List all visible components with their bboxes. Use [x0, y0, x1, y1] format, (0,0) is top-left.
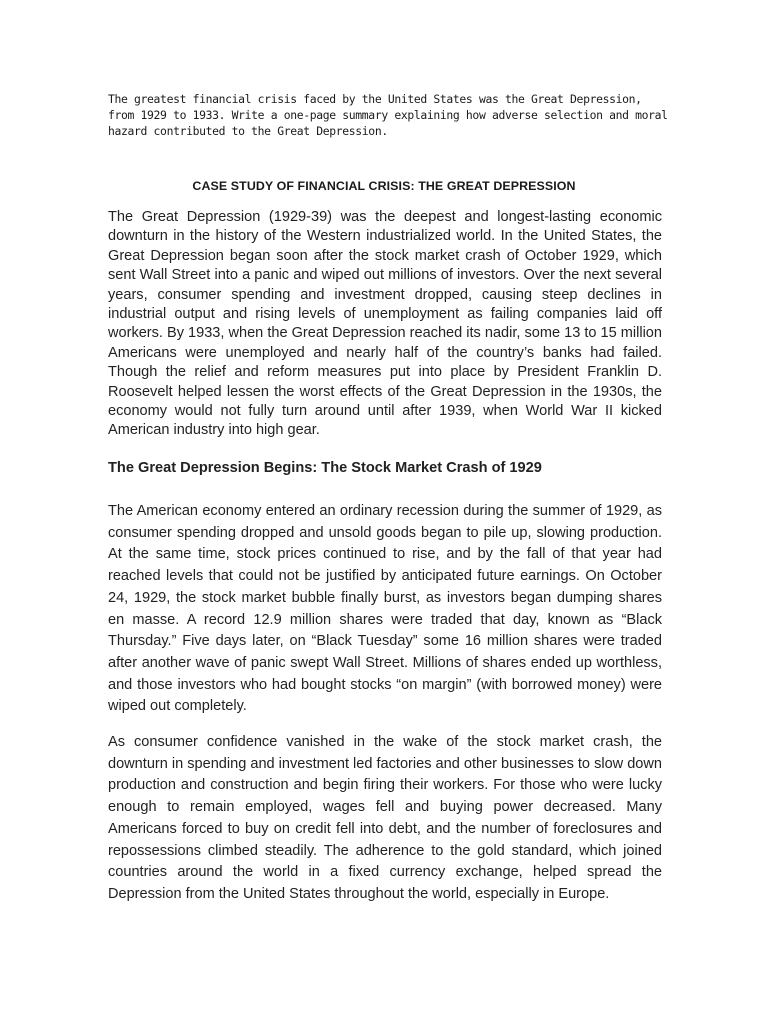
section-paragraph-1: The American economy entered an ordinary recession during the summer of 1929, as consumer spending dropped and unsold goods began to pile up, slowing production. At the same time, stock prices continued to rise, and by the fall of that year had reached levels that could not be justified by anticipated future earnings. On October 24, 1929, the stock market bubble finally burst, as investors began dumping shares en masse. A record 12.9 million shares were traded that day, known as “Black Thursday.” Five days later, on “Black Tuesday” some 16 million shares were traded after another wave of panic swept Wall Street. Millions of shares ended up worthless, and those investors who had bought stocks “on margin” (with borrowed money) were wiped out completely. — [108, 503, 662, 715]
assignment-prompt: The greatest financial crisis faced by the United States was the Great Depression, from 1929 to 1933. Write a one-page summary explaining how adverse selection and moral hazard contributed to the Great Depression. — [108, 92, 668, 138]
section-heading: The Great Depression Begins: The Stock Market Crash of 1929 — [108, 460, 542, 476]
document-title: CASE STUDY OF FINANCIAL CRISIS: THE GREAT DEPRESSION — [192, 179, 576, 193]
intro-paragraph: The Great Depression (1929-39) was the deepest and longest-lasting economic downturn in the history of the Western industrialized world. In the United States, the Great Depression began soon after the stock market crash of October 1929, which sent Wall Street into a panic and wiped out millions of investors. Over the next several years, consumer spending and investment dropped, causing steep declines in industrial output and rising levels of unemployment as failing companies laid off workers. By 1933, when the Great Depression reached its nadir, some 13 to 15 million Americans were unemployed and nearly half of the country’s banks had failed. Though the relief and reform measures put into place by President Franklin D. Roosevelt helped lessen the worst effects of the Great Depression in the 1930s, the economy would not fully turn around until after 1939, when World War II kicked American industry into high gear. — [108, 209, 662, 439]
section-paragraph-2: As consumer confidence vanished in the wake of the stock market crash, the downturn in spending and investment led factories and other businesses to slow down production and construction and begin firing their workers. For those who were lucky enough to remain employed, wages fell and buying power decreased. Many Americans forced to buy on credit fell into debt, and the number of foreclosures and repossessions climbed steadily. The adherence to the gold standard, which joined countries around the world in a fixed currency exchange, helped spread the Depression from the United States throughout the world, especially in Europe. — [108, 734, 662, 902]
